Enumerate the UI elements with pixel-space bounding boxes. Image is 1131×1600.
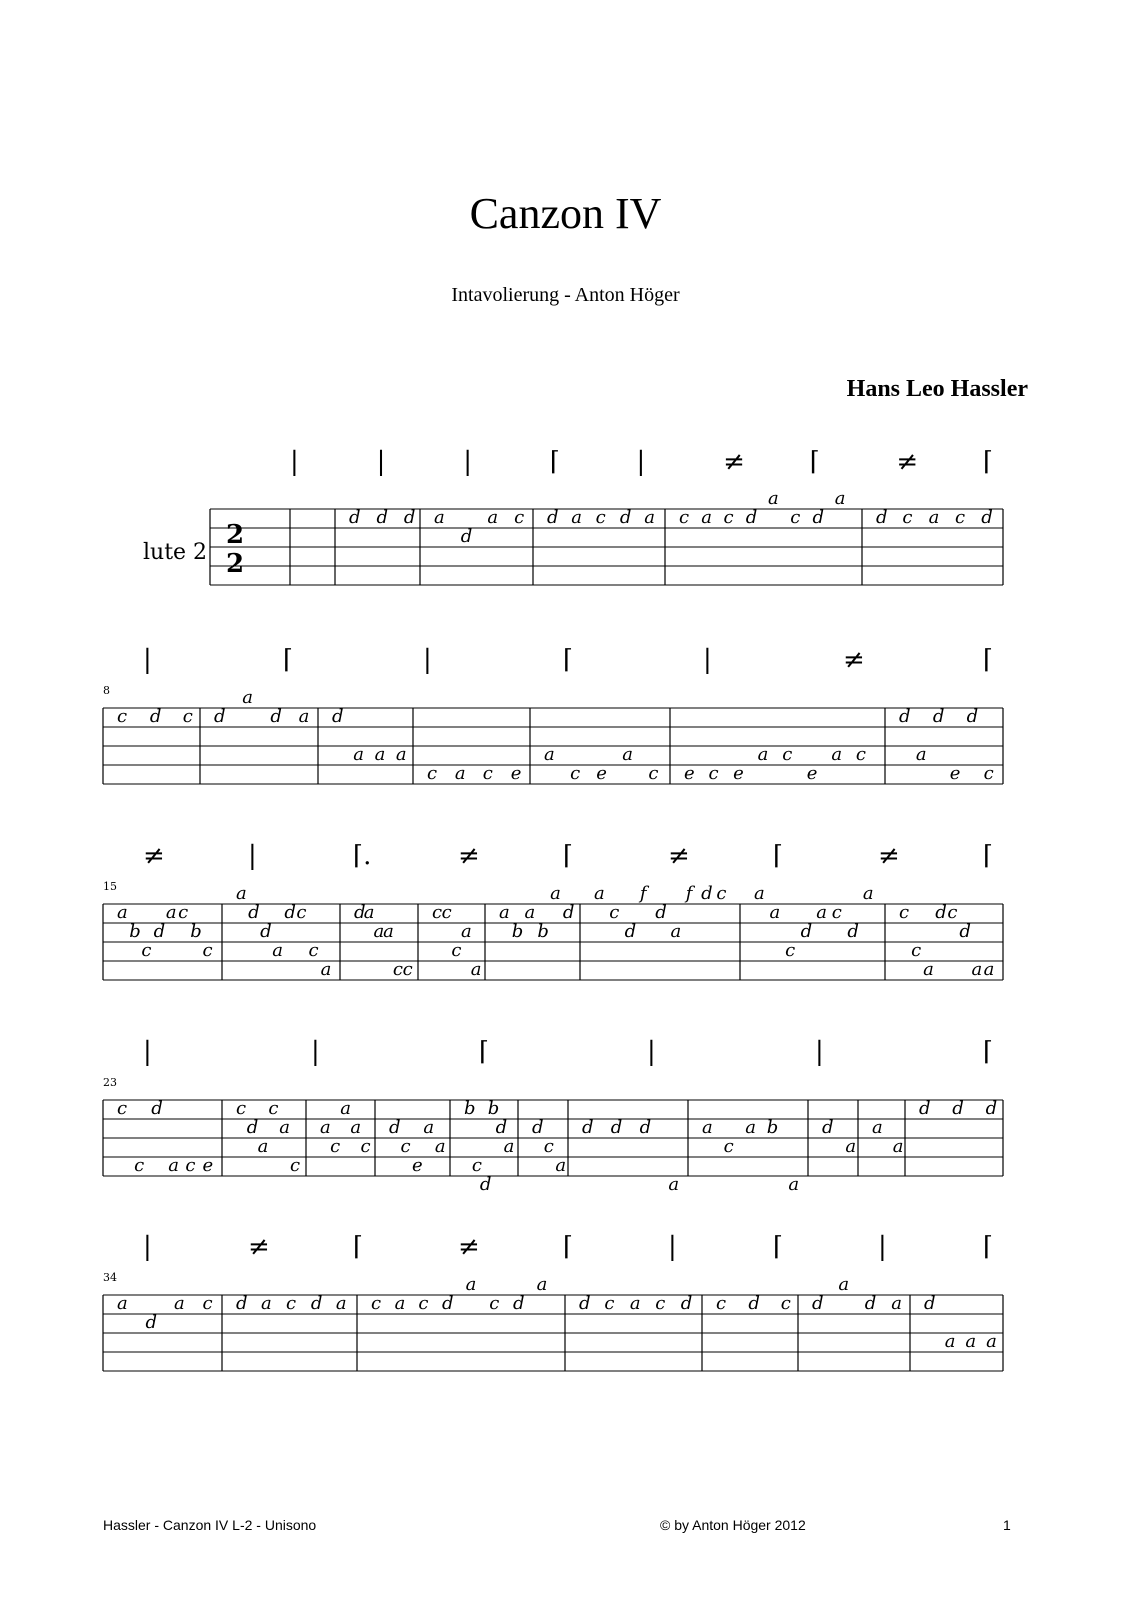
tab-letter: d bbox=[847, 921, 859, 942]
footer-copyright: © by Anton Höger 2012 bbox=[660, 1517, 806, 1533]
tab-letter: e bbox=[733, 763, 744, 784]
tab-letter: d bbox=[639, 1117, 652, 1138]
tab-letter: c bbox=[595, 507, 606, 528]
tab-letter: e bbox=[684, 763, 695, 784]
tab-letter: d bbox=[899, 706, 911, 727]
arranger-line: Intavolierung - Anton Höger bbox=[451, 284, 680, 306]
tab-letter: d bbox=[151, 1098, 163, 1119]
tab-letter: c bbox=[285, 1293, 297, 1314]
tab-letter: e bbox=[949, 763, 961, 784]
tab-letter: c bbox=[202, 1293, 213, 1314]
tab-letter: b bbox=[766, 1117, 779, 1138]
tab-letter: a bbox=[257, 1136, 269, 1157]
tab-letter: c bbox=[780, 1293, 791, 1314]
tab-letter: a bbox=[983, 959, 995, 980]
rhythm-sign: | bbox=[878, 1232, 887, 1262]
tab-letter: d bbox=[610, 1117, 623, 1138]
rhythm-sign: | bbox=[290, 447, 299, 477]
tab-letter: c bbox=[782, 744, 793, 765]
tab-letter: c bbox=[543, 1136, 554, 1157]
tab-letter: a bbox=[168, 1155, 180, 1176]
tab-letter: a bbox=[754, 883, 765, 904]
tab-letter: d bbox=[655, 902, 667, 923]
tab-letter: a bbox=[536, 1274, 548, 1295]
rhythm-sign: ≠ bbox=[878, 841, 900, 871]
tab-letter: c bbox=[117, 706, 128, 727]
tab-letter: a bbox=[701, 507, 712, 528]
rhythm-sign: | bbox=[815, 1037, 824, 1067]
tab-letter: c bbox=[268, 1098, 279, 1119]
rhythm-sign: ≠ bbox=[458, 1232, 480, 1262]
tab-letter: a bbox=[320, 1117, 331, 1138]
rhythm-sign: ⌈. bbox=[353, 841, 372, 871]
tab-letter: b bbox=[511, 921, 524, 942]
tab-letter: c bbox=[648, 763, 659, 784]
tab-letter: c bbox=[723, 1136, 734, 1157]
tab-letter: d bbox=[547, 507, 559, 528]
tab-letter: a bbox=[353, 744, 365, 765]
tab-letter: d bbox=[495, 1117, 508, 1138]
tab-letter: c bbox=[392, 959, 403, 980]
tab-letter: d bbox=[952, 1098, 964, 1119]
tab-letter: a bbox=[892, 1136, 904, 1157]
time-signature-top: 2 bbox=[226, 520, 245, 550]
tab-letter: a bbox=[395, 744, 407, 765]
tab-letter: d bbox=[748, 1293, 760, 1314]
rhythm-sign: ⌈ bbox=[983, 447, 994, 477]
tab-letter: a bbox=[923, 959, 934, 980]
tab-letter: c bbox=[182, 706, 193, 727]
tab-letter: c bbox=[954, 507, 966, 528]
rhythm-sign: | bbox=[248, 841, 257, 871]
tab-letter: c bbox=[308, 940, 319, 961]
tab-letter: b bbox=[487, 1098, 500, 1119]
page-title: Canzon IV bbox=[469, 189, 662, 238]
tab-letter: c bbox=[451, 940, 462, 961]
rhythm-sign: ⌈ bbox=[479, 1037, 490, 1067]
tab-letter: a bbox=[862, 883, 874, 904]
rhythm-sign: ⌈ bbox=[983, 841, 994, 871]
tab-letter: e bbox=[411, 1155, 423, 1176]
rhythm-sign: | bbox=[311, 1037, 320, 1067]
tab-letter: a bbox=[394, 1293, 406, 1314]
rhythm-sign: ⌈ bbox=[563, 841, 574, 871]
tab-letter: d bbox=[403, 507, 416, 528]
tab-letter: a bbox=[816, 902, 827, 923]
rhythm-sign: | bbox=[376, 447, 386, 477]
tab-letter: d bbox=[153, 921, 166, 942]
tab-letter: a bbox=[788, 1174, 800, 1195]
rhythm-sign: ≠ bbox=[723, 447, 745, 477]
tab-letter: a bbox=[965, 1331, 977, 1352]
tab-letter: c bbox=[947, 902, 958, 923]
rhythm-sign: | bbox=[703, 645, 712, 675]
tab-letter: b bbox=[537, 921, 549, 942]
tab-letter: d bbox=[701, 883, 713, 904]
tab-letter: c bbox=[716, 883, 727, 904]
rhythm-sign: ⌈ bbox=[563, 645, 574, 675]
tab-letter: c bbox=[432, 902, 443, 923]
page-number: 1 bbox=[1003, 1517, 1011, 1533]
tab-letter: a bbox=[971, 959, 983, 980]
tab-letter: d bbox=[354, 902, 366, 923]
rhythm-sign: ⌈ bbox=[983, 1037, 994, 1067]
tab-letter: c bbox=[482, 763, 493, 784]
tab-letter: c bbox=[400, 1136, 411, 1157]
tab-letter: b bbox=[129, 921, 141, 942]
tab-letter: d bbox=[376, 507, 388, 528]
tab-letter: d bbox=[924, 1293, 936, 1314]
tab-letter: d bbox=[864, 1293, 877, 1314]
tab-letter: a bbox=[335, 1293, 347, 1314]
rhythm-sign: | bbox=[668, 1232, 677, 1262]
tab-letter: e bbox=[202, 1155, 214, 1176]
tab-letter: a bbox=[670, 921, 682, 942]
tab-letter: d bbox=[981, 507, 993, 528]
tab-letter: d bbox=[966, 706, 979, 727]
tab-letter: d bbox=[512, 1293, 525, 1314]
tab-letter: d bbox=[149, 706, 162, 727]
tab-letter: d bbox=[919, 1098, 931, 1119]
tab-letter: c bbox=[290, 1155, 301, 1176]
tab-letter: f bbox=[685, 883, 693, 904]
rhythm-sign: | bbox=[143, 645, 152, 675]
tab-letter: a bbox=[644, 507, 655, 528]
tab-letter: c bbox=[427, 763, 438, 784]
tab-letter: d bbox=[745, 507, 758, 528]
tab-letter: a bbox=[769, 902, 781, 923]
tab-letter: a bbox=[555, 1155, 567, 1176]
rhythm-sign: | bbox=[143, 1232, 152, 1262]
tab-letter: c bbox=[983, 763, 994, 784]
tab-letter: a bbox=[845, 1136, 857, 1157]
tab-letter: a bbox=[503, 1136, 515, 1157]
tab-letter: a bbox=[279, 1117, 290, 1138]
tab-letter: b bbox=[190, 921, 202, 942]
tab-letter: a bbox=[834, 488, 846, 509]
rhythm-sign: ≠ bbox=[896, 447, 919, 477]
tab-letter: a bbox=[487, 507, 499, 528]
tab-letter: a bbox=[499, 902, 510, 923]
rhythm-sign: ≠ bbox=[143, 841, 165, 871]
tab-letter: c bbox=[855, 744, 866, 765]
tab-letter: c bbox=[655, 1293, 666, 1314]
tab-letter: a bbox=[454, 763, 466, 784]
tab-letter: c bbox=[441, 902, 452, 923]
tab-letter: d bbox=[248, 902, 260, 923]
tab-letter: a bbox=[434, 507, 445, 528]
tab-letter: c bbox=[723, 507, 734, 528]
tab-letter: a bbox=[470, 959, 482, 980]
tab-letter: c bbox=[911, 940, 922, 961]
rhythm-sign: ⌈ bbox=[773, 841, 784, 871]
tab-letter: c bbox=[185, 1155, 196, 1176]
tab-letter: a bbox=[891, 1293, 902, 1314]
tab-letter: a bbox=[117, 902, 128, 923]
tab-letter: c bbox=[831, 902, 842, 923]
rhythm-sign: ⌈ bbox=[983, 645, 994, 675]
tab-letter: a bbox=[236, 883, 247, 904]
rhythm-sign: ⌈ bbox=[549, 447, 561, 477]
tab-letter: c bbox=[371, 1293, 382, 1314]
footer-source: Hassler - Canzon IV L-2 - Unisono bbox=[103, 1517, 317, 1533]
rhythm-sign: ⌈ bbox=[283, 645, 294, 675]
tab-letter: d bbox=[460, 526, 473, 547]
tab-letter: c bbox=[489, 1293, 500, 1314]
tab-letter: c bbox=[609, 902, 620, 923]
tab-letter: a bbox=[374, 744, 386, 765]
tab-letter: d bbox=[532, 1117, 544, 1138]
rhythm-sign: ⌈ bbox=[353, 1232, 364, 1262]
rhythm-sign: | bbox=[143, 1037, 152, 1067]
composer-name: Hans Leo Hassler bbox=[846, 376, 1028, 402]
tab-letter: c bbox=[360, 1136, 371, 1157]
tab-letter: c bbox=[679, 507, 690, 528]
tab-letter: a bbox=[340, 1098, 351, 1119]
tab-letter: a bbox=[594, 883, 605, 904]
tab-letter: a bbox=[434, 1136, 446, 1157]
tab-letter: a bbox=[838, 1274, 850, 1295]
tab-letter: c bbox=[902, 507, 913, 528]
tab-letter: a bbox=[745, 1117, 756, 1138]
tab-letter: c bbox=[785, 940, 796, 961]
tab-letter: c bbox=[296, 902, 307, 923]
tab-letter: d bbox=[389, 1117, 401, 1138]
tab-letter: c bbox=[790, 507, 801, 528]
tab-letter: d bbox=[624, 921, 637, 942]
tab-letter: a bbox=[174, 1293, 185, 1314]
tab-letter: b bbox=[464, 1098, 476, 1119]
tab-letter: d bbox=[270, 706, 282, 727]
measure-number: 15 bbox=[103, 880, 117, 893]
tab-letter: a bbox=[550, 883, 561, 904]
tab-letter: c bbox=[471, 1155, 483, 1176]
tab-letter: a bbox=[350, 1117, 362, 1138]
tab-letter: a bbox=[320, 959, 332, 980]
tab-letter: a bbox=[571, 507, 583, 528]
tab-letter: d bbox=[310, 1293, 323, 1314]
tab-letter: a bbox=[260, 1293, 272, 1314]
tab-letter: a bbox=[242, 687, 253, 708]
rhythm-sign: ⌈ bbox=[563, 1232, 574, 1262]
tab-letter: d bbox=[582, 1117, 594, 1138]
tab-letter: a bbox=[986, 1331, 997, 1352]
tab-letter: a bbox=[544, 744, 555, 765]
rhythm-sign: ≠ bbox=[458, 841, 480, 871]
rhythm-sign: | bbox=[647, 1037, 656, 1067]
tab-letter: c bbox=[708, 763, 719, 784]
tab-letter: a bbox=[524, 902, 536, 923]
tab-letter: c bbox=[418, 1293, 429, 1314]
tab-letter: a bbox=[373, 921, 385, 942]
tab-letter: d bbox=[812, 1293, 824, 1314]
tab-letter: a bbox=[944, 1331, 956, 1352]
rhythm-sign: | bbox=[636, 447, 646, 477]
tab-letter: d bbox=[236, 1293, 248, 1314]
rhythm-sign: ≠ bbox=[668, 841, 690, 871]
tab-letter: a bbox=[622, 744, 634, 765]
rhythm-sign: ⌈ bbox=[983, 1232, 994, 1262]
tab-letter: a bbox=[272, 940, 283, 961]
tab-letter: a bbox=[383, 921, 394, 942]
tab-letter: d bbox=[332, 706, 344, 727]
tab-letter: d bbox=[562, 902, 575, 923]
tab-letter: d bbox=[246, 1117, 259, 1138]
tab-letter: e bbox=[596, 763, 607, 784]
tab-letter: a bbox=[831, 744, 843, 765]
rhythm-sign: ⌈ bbox=[809, 447, 820, 477]
tab-letter: a bbox=[165, 902, 177, 923]
tab-letter: a bbox=[465, 1274, 477, 1295]
tab-letter: c bbox=[402, 959, 413, 980]
tab-letter: d bbox=[145, 1312, 158, 1333]
tab-letter: c bbox=[236, 1098, 247, 1119]
tab-letter: d bbox=[876, 507, 888, 528]
tab-letter: d bbox=[812, 507, 824, 528]
instrument-label: lute 2 bbox=[143, 540, 208, 565]
tab-letter: a bbox=[702, 1117, 713, 1138]
tab-letter: c bbox=[202, 940, 213, 961]
tab-letter: c bbox=[604, 1293, 615, 1314]
tab-letter: a bbox=[629, 1293, 641, 1314]
tab-letter: c bbox=[330, 1136, 341, 1157]
tab-letter: d bbox=[959, 921, 971, 942]
tab-letter: c bbox=[899, 902, 910, 923]
tab-letter: d bbox=[619, 507, 632, 528]
tab-letter: c bbox=[117, 1098, 128, 1119]
rhythm-sign: ⌈ bbox=[773, 1232, 784, 1262]
tab-letter: d bbox=[680, 1293, 693, 1314]
measure-number: 34 bbox=[103, 1271, 117, 1284]
tab-letter: d bbox=[985, 1098, 998, 1119]
rhythm-sign: | bbox=[463, 447, 473, 477]
tab-letter: a bbox=[872, 1117, 883, 1138]
tab-letter: d bbox=[800, 921, 813, 942]
tab-letter: a bbox=[461, 921, 472, 942]
tab-letter: d bbox=[935, 902, 947, 923]
tab-letter: a bbox=[767, 488, 779, 509]
tab-letter: a bbox=[757, 744, 769, 765]
tab-letter: f bbox=[639, 883, 647, 904]
rhythm-sign: | bbox=[423, 645, 432, 675]
tab-letter: c bbox=[134, 1155, 145, 1176]
tab-letter: d bbox=[579, 1293, 591, 1314]
time-signature-bottom: 2 bbox=[226, 549, 245, 579]
tab-letter: a bbox=[298, 706, 310, 727]
tab-letter: c bbox=[570, 763, 581, 784]
tab-letter: c bbox=[716, 1293, 727, 1314]
measure-number: 23 bbox=[103, 1076, 117, 1089]
tab-letter: e bbox=[806, 763, 818, 784]
tab-letter: d bbox=[260, 921, 272, 942]
tab-letter: d bbox=[214, 706, 226, 727]
tab-letter: d bbox=[479, 1174, 492, 1195]
tab-letter: a bbox=[363, 902, 375, 923]
tab-letter: d bbox=[932, 706, 945, 727]
tab-letter: a bbox=[117, 1293, 128, 1314]
rhythm-sign: ≠ bbox=[843, 645, 865, 675]
tab-letter: d bbox=[822, 1117, 834, 1138]
tab-letter: d bbox=[284, 902, 296, 923]
tab-letter: a bbox=[928, 507, 940, 528]
tab-letter: e bbox=[510, 763, 522, 784]
measure-number: 8 bbox=[103, 684, 110, 697]
tab-letter: c bbox=[141, 940, 152, 961]
rhythm-sign: ≠ bbox=[248, 1232, 270, 1262]
tab-letter: d bbox=[349, 507, 361, 528]
tab-letter: d bbox=[441, 1293, 454, 1314]
tab-letter: a bbox=[668, 1174, 680, 1195]
tab-letter: a bbox=[915, 744, 927, 765]
tab-letter: a bbox=[423, 1117, 435, 1138]
tab-letter: c bbox=[514, 507, 525, 528]
tab-letter: c bbox=[178, 902, 189, 923]
